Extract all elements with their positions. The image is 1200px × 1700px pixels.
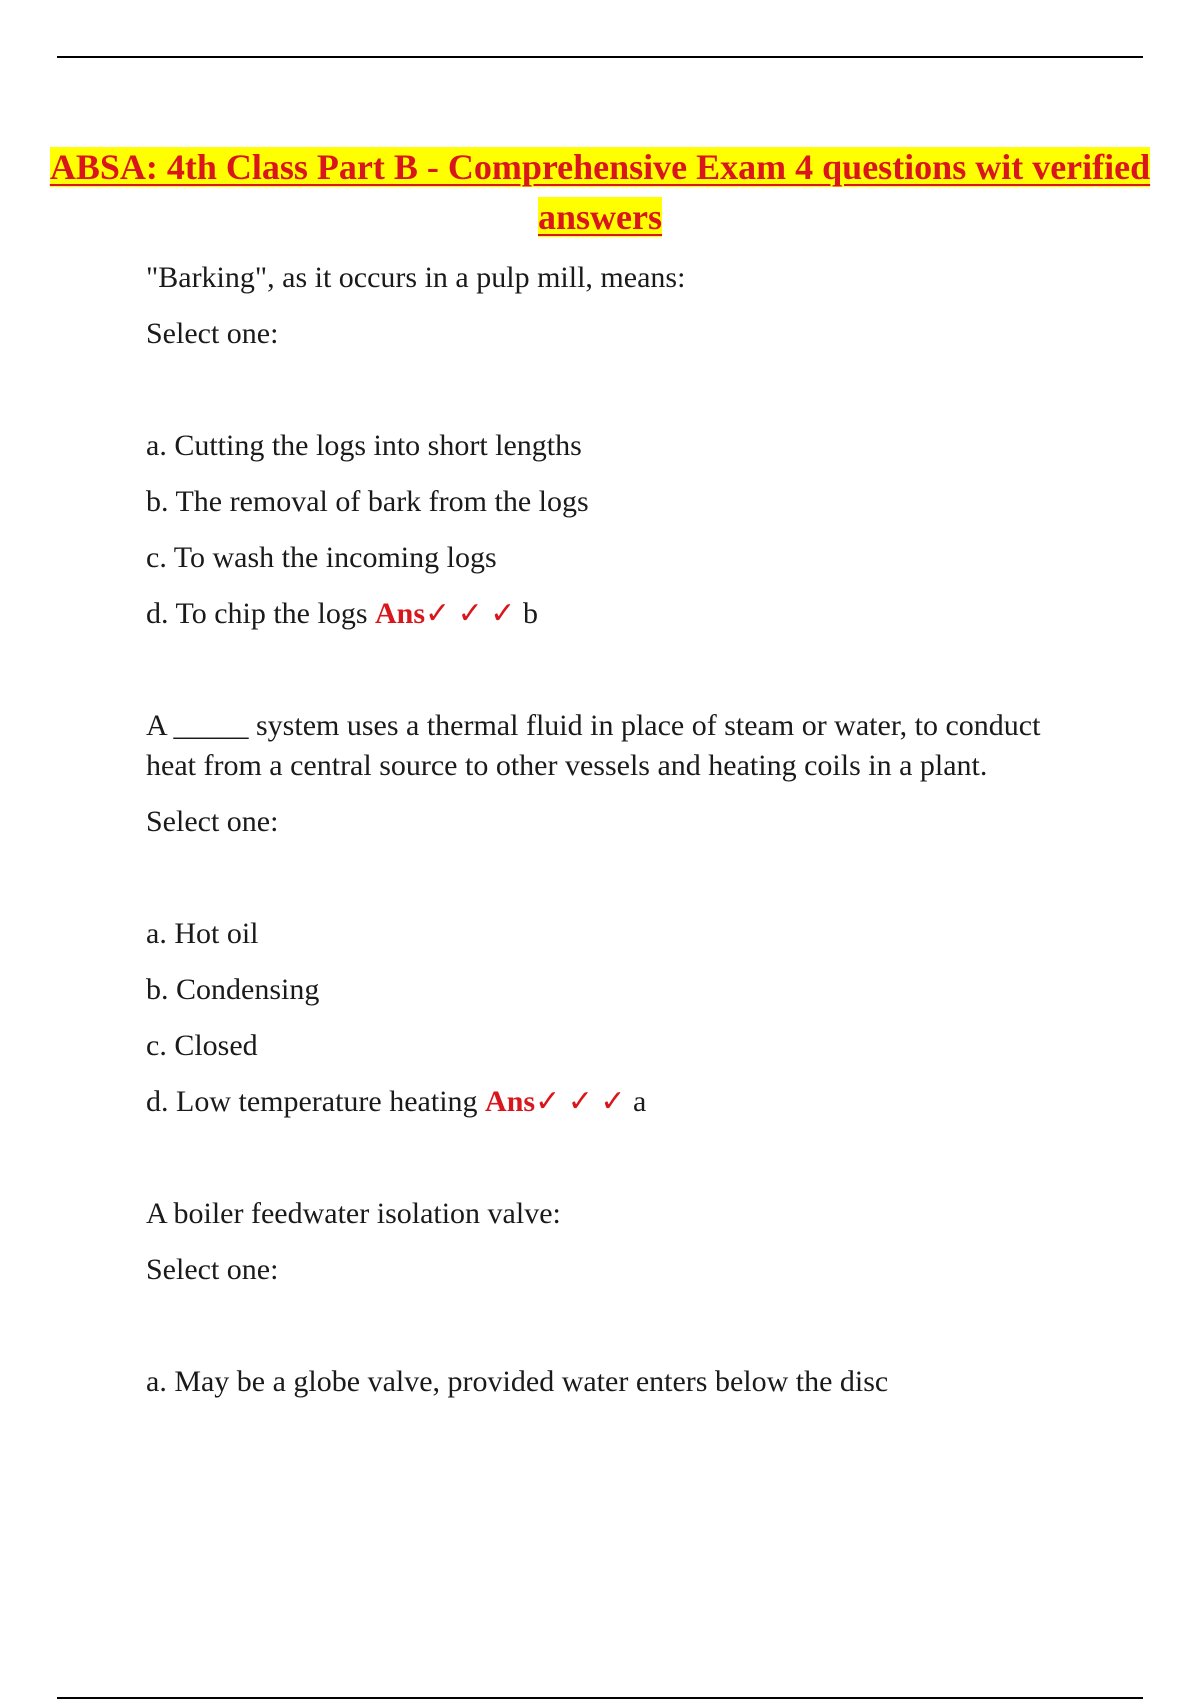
question-list bbox=[146, 258, 1086, 1418]
option-a: a. Hot oil bbox=[146, 917, 259, 950]
option-text: d. To chip the logs bbox=[146, 597, 368, 630]
option-b: b. The removal of bark from the logs bbox=[146, 485, 589, 518]
checkmark-icon: ✓ ✓ ✓ bbox=[425, 597, 516, 630]
option-d bbox=[146, 594, 1086, 634]
answer-label: Ans bbox=[375, 597, 426, 630]
question-2 bbox=[146, 706, 1086, 1122]
option-c: c. To wash the incoming logs bbox=[146, 541, 497, 574]
select-prompt: Select one: bbox=[146, 317, 279, 350]
question-1 bbox=[146, 258, 1086, 634]
checkmark-icon: ✓ ✓ ✓ bbox=[535, 1085, 626, 1118]
option-a: a. Cutting the logs into short lengths bbox=[146, 429, 582, 462]
select-prompt: Select one: bbox=[146, 805, 279, 838]
option-a: a. May be a globe valve, provided water enters below the disc bbox=[146, 1365, 889, 1398]
question-text: A _____ system uses a thermal fluid in place of steam or water, to conduct heat from a central source to other vessels and heating coils in a plant. bbox=[146, 709, 1041, 782]
bottom-rule bbox=[57, 1697, 1143, 1699]
question-text: A boiler feedwater isolation valve: bbox=[146, 1197, 561, 1230]
select-prompt: Select one: bbox=[146, 1253, 279, 1286]
document-title: ABSA: 4th Class Part B - Comprehensive Exam 4 questions wit verified answers bbox=[49, 147, 1151, 237]
option-d bbox=[146, 1082, 1086, 1122]
option-b: b. Condensing bbox=[146, 973, 320, 1006]
question-text: "Barking", as it occurs in a pulp mill, means: bbox=[146, 261, 686, 294]
top-rule bbox=[57, 56, 1143, 58]
option-text: d. Low temperature heating bbox=[146, 1085, 478, 1118]
question-3 bbox=[146, 1194, 1086, 1402]
answer-value: a bbox=[633, 1085, 647, 1118]
option-c: c. Closed bbox=[146, 1029, 258, 1062]
answer-label: Ans bbox=[485, 1085, 536, 1118]
answer-value: b bbox=[522, 597, 538, 630]
